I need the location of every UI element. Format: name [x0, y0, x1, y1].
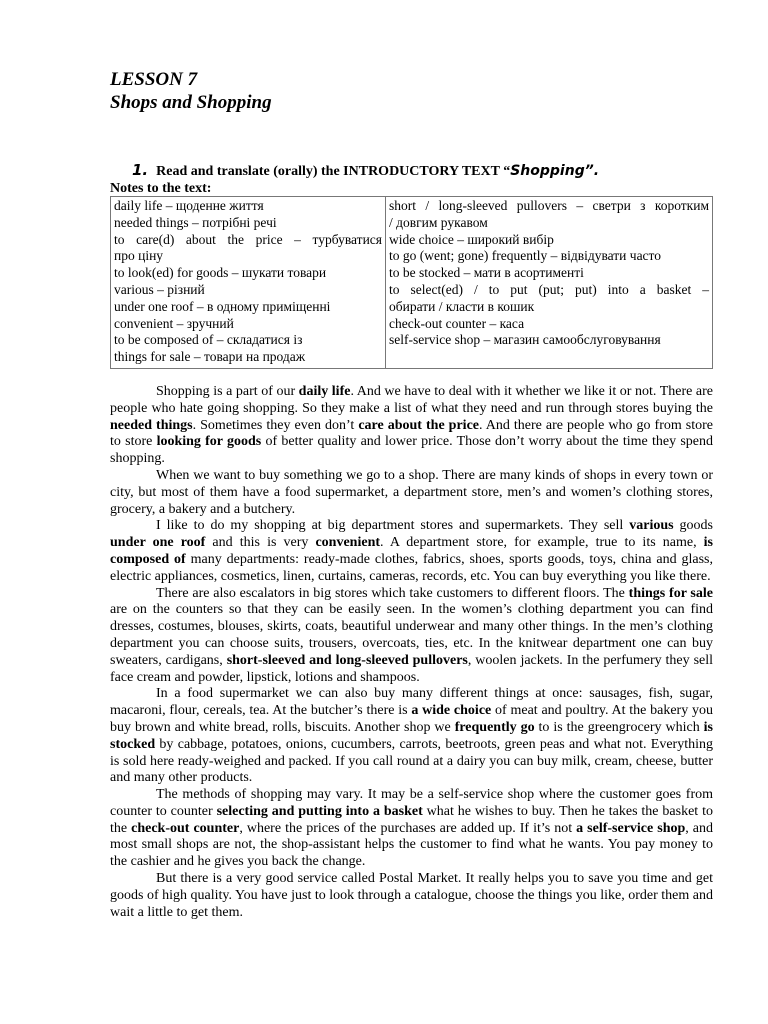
vocabulary-item: things for sale – товари на продаж	[114, 349, 306, 365]
vocabulary-item: under one roof – в одному приміщенні	[114, 298, 331, 314]
vocabulary-item: self-service shop – магазин самообслуговування	[389, 332, 661, 348]
vocabulary-item: convenient – зручний	[114, 315, 234, 331]
vocabulary-item: various – різний	[114, 281, 205, 297]
introductory-text	[110, 384, 713, 922]
vocabulary-right-column	[386, 197, 713, 369]
key-term: convenient	[315, 535, 381, 551]
text-run: I like to do my shopping at big department stores and supermarkets. They sell	[156, 518, 630, 534]
text-paragraph	[110, 686, 713, 787]
text-run: , where the prices of the purchases are added up. If it’s not	[239, 820, 577, 836]
vocabulary-item: to select(ed) / to put (put; put) into a basket –	[389, 281, 709, 297]
vocabulary-table	[110, 196, 713, 369]
key-term: care about the price	[358, 417, 480, 433]
text-run: When we want to buy something we go to a shop. There are many kinds of shops in every town or city, but most of them have a food supermarket, a department store, men’s and women’s clothing stores, grocery, a bakery and a butchery.	[110, 467, 713, 517]
vocabulary-item: wide choice – широкий вибір	[389, 231, 554, 247]
vocabulary-item: daily life – щоденне життя	[114, 198, 264, 213]
vocabulary-item: to look(ed) for goods – шукати товари	[114, 265, 327, 281]
vocabulary-item: to be composed of – складатися із	[114, 332, 303, 348]
text-run: of better quality and lower price. Those don’t worry about the time they spend shopping.	[110, 434, 713, 467]
notes-label: Notes to the text:	[110, 181, 212, 196]
task-heading	[110, 162, 713, 180]
text-run: , woolen jackets. In the perfumery they sell face cream and powder, lipstick, lotions and shampoos.	[110, 652, 714, 685]
text-paragraph	[110, 871, 713, 921]
vocabulary-item: to care(d) about the price – турбуватися	[114, 231, 382, 247]
key-term: a wide choice	[411, 703, 492, 719]
task-text-before: Read and translate (orally) the INTRODUCTORY TEXT “	[156, 164, 511, 179]
vocabulary-item: check-out counter – каса	[389, 315, 525, 331]
text-paragraph	[110, 468, 713, 518]
text-paragraph	[110, 518, 713, 585]
text-run: of meat and poultry. At the bakery you buy brown and white bread, rolls, biscuits. Another shop we	[110, 703, 713, 735]
key-term: short-sleeved and long-sleeved pullovers	[226, 652, 468, 668]
text-run: The methods of shopping may vary. It may be a self-service shop where the customer goes from counter to counter	[110, 787, 713, 819]
vocabulary-item: про ціну	[114, 248, 164, 264]
key-term: daily life	[298, 383, 351, 399]
text-run: . A department store, for example, true to its name,	[380, 535, 704, 551]
text-paragraph	[110, 787, 713, 871]
text-run: goods	[673, 518, 713, 534]
text-run: and this is very	[205, 535, 316, 551]
text-run: many departments: ready-made clothes, fabrics, shoes, sports goods, toys, china and glass, electric appliances, cosmetics, linen, curtains, cameras, records, etc. You can buy everything you like there.	[110, 551, 714, 584]
task-quote-word: Shopping	[510, 163, 585, 179]
text-run: . And we have to deal with it whether we like it or not. There are people who hate going shopping. So they make a list of what they need and run through stores buying the	[110, 383, 713, 416]
text-run: to is the greengrocery which	[534, 719, 704, 735]
key-term: check-out counter	[131, 820, 240, 836]
key-term: frequently go	[454, 719, 535, 735]
text-run: . Sometimes they even don’t	[192, 417, 359, 433]
text-paragraph	[110, 384, 713, 468]
vocabulary-item: needed things – потрібні речі	[114, 214, 277, 230]
key-term: is composed of	[110, 535, 714, 567]
vocabulary-item: to be stocked – мати в асортименті	[389, 265, 584, 281]
lesson-topic: Shops and Shopping	[110, 92, 272, 113]
document-page	[110, 68, 713, 921]
key-term: looking for goods	[156, 434, 262, 450]
vocabulary-left-column	[111, 197, 386, 369]
text-paragraph	[110, 586, 713, 687]
text-run: But there is a very good service called Postal Market. It really helps you to save you time and get goods of high quality. You have just to look through a catalogue, choose the things you like, order them and wait a little to get them.	[110, 871, 713, 920]
key-term: under one roof	[110, 535, 206, 551]
text-run: In a food supermarket we can also buy many different things at once: sausages, fish, sugar, macaroni, flour, cereals, tea. At the butcher’s there is	[110, 686, 713, 719]
text-run: , and most small shops are not, the shop-assistant helps the customer to find what he wants. You pay money to the cashier and he gives you back the change.	[110, 820, 714, 870]
text-run: are on the counters so that they can be easily seen. In the women’s clothing department you can find dresses, costumes, blouses, skirts, coats, beautiful underwear and many other things. In the men’s clothing department you can choose suits, trousers, overcoats, ties, etc. In the knitwear department one can buy sweaters, cardigans,	[110, 602, 713, 668]
text-run: by cabbage, potatoes, onions, cucumbers, carrots, beetroots, green peas and what not. Everything is sold here ready-weighed and packed. If you call round at a dairy you can buy milk, cream, cheese, butter and many other products.	[110, 736, 713, 786]
vocabulary-item: обирати / класти в кошик	[389, 298, 535, 314]
text-run: . And there are people who go from store to store	[110, 417, 714, 450]
task-text-after: ”.	[584, 163, 600, 179]
vocabulary-item: to go (went; gone) frequently – відвідувати часто	[389, 248, 662, 264]
task-number: 1.	[132, 161, 149, 179]
key-term: selecting and putting into a basket	[216, 803, 423, 819]
key-term: a self-service shop	[576, 820, 686, 836]
text-run: There are also escalators in big stores which take customers to different floors. The	[156, 585, 629, 601]
vocabulary-item: short / long-sleeved pullovers – светри з коротким	[389, 198, 709, 213]
lesson-number: LESSON 7	[110, 69, 198, 90]
text-run: Shopping is a part of our	[156, 383, 299, 399]
key-term: various	[629, 518, 674, 534]
vocabulary-item: / довгим рукавом	[389, 214, 488, 230]
key-term: things for sale	[628, 585, 713, 601]
key-term: needed things	[110, 417, 193, 433]
key-term: is stocked	[110, 719, 713, 752]
text-run: what he wishes to buy. Then he takes the basket to the	[110, 803, 713, 836]
